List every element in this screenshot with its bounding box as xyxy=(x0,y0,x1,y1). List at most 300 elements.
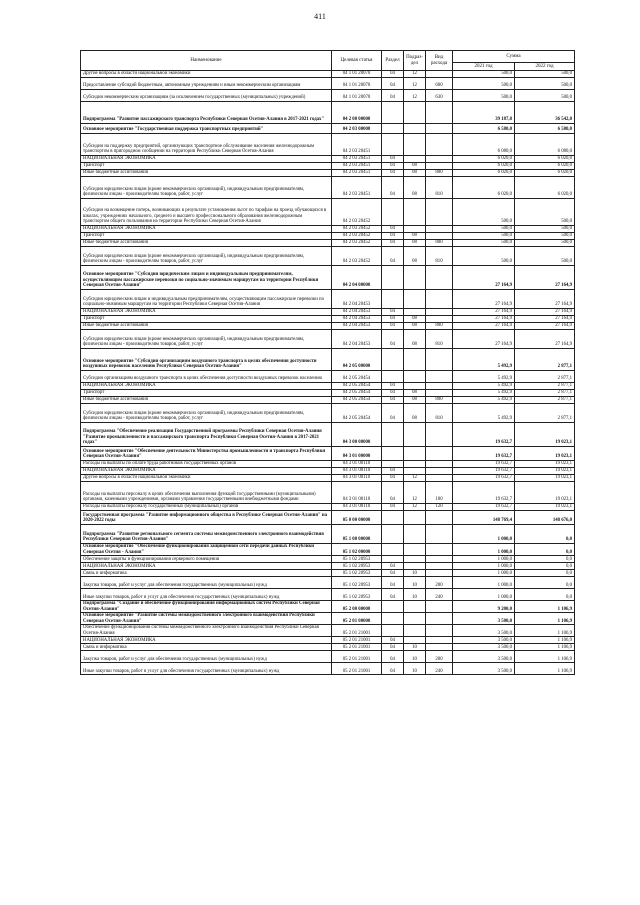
row-name: Государственная программа "Развитие информационного общества в Республике Северная Осетия-Алания" на 2020-2022 годы xyxy=(81,511,332,525)
row-value-2022: 500,0 xyxy=(515,71,575,78)
row-expense-type xyxy=(426,309,453,316)
row-expense-type xyxy=(426,613,453,625)
table-row xyxy=(81,371,575,383)
row-name: Обеспечение защиты и функционирования серверного помещения xyxy=(81,556,332,563)
row-name: Субсидии юридическим лицам (кроме некоммерческих организаций), индивидуальным предпринимателям, физическим лицам - производителям товаров, работ, услуг xyxy=(81,330,332,349)
row-value-2022: 2 877,1 xyxy=(515,390,575,397)
row-section xyxy=(382,544,404,556)
table-row xyxy=(81,468,575,475)
row-value-2021: 5 492,9 xyxy=(453,397,515,404)
row-section xyxy=(382,525,404,544)
row-subsection xyxy=(404,468,426,475)
row-value-2021: 9 200,0 xyxy=(453,601,515,613)
row-name: Расходы на выплаты по оплате труда работников государственных органов xyxy=(81,461,332,468)
row-subsection: 08 xyxy=(404,323,426,330)
table-row xyxy=(81,625,575,637)
row-value-2022: 148 676,0 xyxy=(515,511,575,525)
row-section: 04 xyxy=(382,233,404,240)
row-section: 04 xyxy=(382,71,404,78)
row-name: Закупка товаров, работ и услуг для обеспечения государственных (муниципальных) нужд xyxy=(81,651,332,663)
row-value-2021: 500,0 xyxy=(453,199,515,226)
row-code: 05 2 01 21001 xyxy=(332,663,382,675)
row-name: Субсидии юридическим лицам (кроме некоммерческих организаций), индивидуальным предпринимателям, физическим лицам - производителям товаров, работ, услуг xyxy=(81,247,332,266)
row-code: 04 2 03 20451 xyxy=(332,134,382,156)
row-value-2021: 6 020,0 xyxy=(453,163,515,170)
header-year-2021: 2021 год xyxy=(453,63,515,71)
row-name: Основное мероприятие "Обеспечение деятельности Министерства промышленности и транспорта Республики Северная Осетия-Алания" xyxy=(81,447,332,461)
row-code: 04 2 03 20452 xyxy=(332,233,382,240)
row-subsection xyxy=(404,266,426,290)
row-code: 05 1 02 20953 xyxy=(332,563,382,570)
table-row xyxy=(81,601,575,613)
row-expense-type xyxy=(426,511,453,525)
row-name: Иные бюджетные ассигнования xyxy=(81,240,332,247)
row-value-2022: 27 164,9 xyxy=(515,266,575,290)
row-name: Подпрограмма "Развитие пассажирского транспорта Республики Северная Осетия-Алания в 2017-2021 годах" xyxy=(81,102,332,124)
row-section: 04 xyxy=(382,589,404,601)
row-section xyxy=(382,290,404,309)
row-expense-type xyxy=(426,156,453,163)
row-name: Основное мероприятие "Субсидии юридическим лицам и индивидуальным предпринимателям, осуществляющим пассажирские перевозки по социально-значимым маршрутам на территории Республики Северная Осетия-Алания" xyxy=(81,266,332,290)
row-name: Связь и информатика xyxy=(81,644,332,651)
row-value-2022: 0,0 xyxy=(515,544,575,556)
row-code: 04 2 05 00000 xyxy=(332,349,382,371)
row-expense-type xyxy=(426,71,453,78)
row-expense-type xyxy=(426,316,453,323)
row-value-2022: 1 106,9 xyxy=(515,651,575,663)
row-name: Транспорт xyxy=(81,316,332,323)
row-expense-type xyxy=(426,266,453,290)
row-code: 04 2 03 20451 xyxy=(332,156,382,163)
row-expense-type xyxy=(426,570,453,577)
row-name: НАЦИОНАЛЬНАЯ ЭКОНОМИКА xyxy=(81,226,332,233)
row-section: 04 xyxy=(382,397,404,404)
header-year-2022: 2022 год xyxy=(515,63,575,71)
row-value-2021: 500,0 xyxy=(453,71,515,78)
row-name: Связь и информатика xyxy=(81,570,332,577)
table-row xyxy=(81,170,575,177)
table-row xyxy=(81,240,575,247)
row-code: 05 2 01 00000 xyxy=(332,613,382,625)
row-code: 04 2 00 00000 xyxy=(332,102,382,124)
row-section xyxy=(382,556,404,563)
row-value-2021: 1 000,0 xyxy=(453,556,515,563)
row-section: 04 xyxy=(382,570,404,577)
row-code: 04 2 05 20454 xyxy=(332,397,382,404)
row-expense-type xyxy=(426,124,453,134)
row-section xyxy=(382,601,404,613)
row-name: Субсидии на возмещение потерь, возникающих в результате установления льгот по тарифам на проезд обучающихся в школах, учреждениях начального, среднего и высшего профессионального образования железнодорожным транспортом общего пользования на территории Республики Северная Осетия-Алания xyxy=(81,199,332,226)
row-expense-type xyxy=(426,475,453,482)
table-row xyxy=(81,404,575,423)
row-name: НАЦИОНАЛЬНАЯ ЭКОНОМИКА xyxy=(81,637,332,644)
table-row xyxy=(81,309,575,316)
row-expense-type xyxy=(426,525,453,544)
row-subsection xyxy=(404,102,426,124)
row-value-2021: 1 000,0 xyxy=(453,577,515,589)
row-code: 05 0 00 00000 xyxy=(332,511,382,525)
row-subsection: 10 xyxy=(404,644,426,651)
row-expense-type xyxy=(426,468,453,475)
row-value-2022: 0,0 xyxy=(515,525,575,544)
table-row xyxy=(81,447,575,461)
row-name: Другие вопросы в области национальной экономики xyxy=(81,71,332,78)
row-value-2021: 6 580,0 xyxy=(453,124,515,134)
row-code: 05 2 01 21001 xyxy=(332,637,382,644)
row-value-2022: 6 020,0 xyxy=(515,177,575,199)
row-value-2021: 27 164,9 xyxy=(453,323,515,330)
row-value-2021: 6 080,0 xyxy=(453,134,515,156)
row-subsection xyxy=(404,199,426,226)
row-value-2021: 5 492,9 xyxy=(453,349,515,371)
row-expense-type: 240 xyxy=(426,663,453,675)
row-value-2022: 500,0 xyxy=(515,199,575,226)
row-code: 04 2 03 20452 xyxy=(332,226,382,233)
row-value-2022: 2 877,1 xyxy=(515,383,575,390)
row-value-2021: 1 000,0 xyxy=(453,525,515,544)
row-code: 05 2 01 21001 xyxy=(332,651,382,663)
table-row xyxy=(81,102,575,124)
table-row xyxy=(81,570,575,577)
table-row xyxy=(81,663,575,675)
row-expense-type: 630 xyxy=(426,90,453,102)
row-name: Транспорт xyxy=(81,233,332,240)
row-code: 04 2 04 20453 xyxy=(332,323,382,330)
row-code: 04 1 01 20070 xyxy=(332,71,382,78)
row-subsection xyxy=(404,134,426,156)
row-code: 05 1 02 20953 xyxy=(332,570,382,577)
row-value-2022: 1 106,9 xyxy=(515,601,575,613)
row-subsection: 08 xyxy=(404,316,426,323)
row-value-2021: 3 500,0 xyxy=(453,663,515,675)
row-expense-type xyxy=(426,390,453,397)
row-name: Субсидии юридическим лицам и индивидуальным предпринимателям, осуществляющим пассажирские перевозки по социально-значимым маршрутам на территории Республики Северная Осетия-Алания xyxy=(81,290,332,309)
row-value-2021: 19 632,7 xyxy=(453,482,515,504)
row-value-2022: 19 023,1 xyxy=(515,447,575,461)
row-name: Иные бюджетные ассигнования xyxy=(81,397,332,404)
row-subsection: 08 xyxy=(404,390,426,397)
row-subsection xyxy=(404,371,426,383)
row-section: 04 xyxy=(382,482,404,504)
row-section: 04 xyxy=(382,468,404,475)
row-value-2021: 27 164,9 xyxy=(453,290,515,309)
row-name: НАЦИОНАЛЬНАЯ ЭКОНОМИКА xyxy=(81,563,332,570)
table-row xyxy=(81,134,575,156)
row-code: 04 2 04 00000 xyxy=(332,266,382,290)
row-subsection: 10 xyxy=(404,570,426,577)
row-name: Основное мероприятие "Развитие системы межведомственного электронного взаимодействия Республики Северная Осетия-Алания" xyxy=(81,613,332,625)
row-expense-type xyxy=(426,349,453,371)
row-expense-type xyxy=(426,290,453,309)
row-value-2021: 6 020,0 xyxy=(453,170,515,177)
table-row xyxy=(81,247,575,266)
row-name: Субсидии организациям воздушного транспорта в целях обеспечения доступности воздушных перевозок населению xyxy=(81,371,332,383)
row-subsection: 08 xyxy=(404,404,426,423)
table-row xyxy=(81,577,575,589)
row-value-2022: 500,0 xyxy=(515,226,575,233)
table-row xyxy=(81,461,575,468)
table-row xyxy=(81,266,575,290)
row-subsection xyxy=(404,637,426,644)
row-subsection xyxy=(404,156,426,163)
row-subsection: 12 xyxy=(404,90,426,102)
row-name: Основное мероприятие "Обеспечение функционирования защищенной сети передачи данных Республики Северная Осетия - Алания" xyxy=(81,544,332,556)
row-subsection: 12 xyxy=(404,475,426,482)
row-subsection xyxy=(404,613,426,625)
row-value-2021: 500,0 xyxy=(453,90,515,102)
row-expense-type: 810 xyxy=(426,330,453,349)
row-expense-type xyxy=(426,371,453,383)
row-expense-type: 100 xyxy=(426,482,453,504)
row-subsection xyxy=(404,544,426,556)
row-name: Другие вопросы в области национальной экономики xyxy=(81,475,332,482)
row-code: 04 2 03 20451 xyxy=(332,170,382,177)
row-value-2021: 3 500,0 xyxy=(453,613,515,625)
row-code: 04 2 04 20453 xyxy=(332,330,382,349)
row-expense-type xyxy=(426,233,453,240)
row-value-2022: 27 164,9 xyxy=(515,309,575,316)
table-row xyxy=(81,544,575,556)
table-row xyxy=(81,71,575,78)
row-section: 04 xyxy=(382,177,404,199)
row-name: Подпрограмма "Создание и обеспечение функционирования информационных систем Республики Северная Осетия-Алания" xyxy=(81,601,332,613)
table-row xyxy=(81,349,575,371)
row-code: 04 2 05 20454 xyxy=(332,383,382,390)
row-expense-type: 810 xyxy=(426,404,453,423)
row-value-2021: 148 769,4 xyxy=(453,511,515,525)
row-subsection: 08 xyxy=(404,177,426,199)
row-expense-type xyxy=(426,544,453,556)
table-row xyxy=(81,199,575,226)
row-value-2021: 1 000,0 xyxy=(453,589,515,601)
row-section xyxy=(382,613,404,625)
table-row xyxy=(81,124,575,134)
row-section xyxy=(382,625,404,637)
row-value-2022: 2 877,1 xyxy=(515,371,575,383)
row-value-2022: 0,0 xyxy=(515,577,575,589)
row-code: 04 2 03 20451 xyxy=(332,163,382,170)
row-expense-type xyxy=(426,637,453,644)
row-name: Субсидии юридическим лицам (кроме некоммерческих организаций), индивидуальным предпринимателям, физическим лицам - производителям товаров, работ, услуг xyxy=(81,177,332,199)
row-section: 04 xyxy=(382,78,404,90)
row-section: 04 xyxy=(382,651,404,663)
row-code: 04 3 01 00110 xyxy=(332,475,382,482)
table-row xyxy=(81,163,575,170)
row-value-2022: 1 106,9 xyxy=(515,663,575,675)
row-code: 04 2 04 20453 xyxy=(332,309,382,316)
row-code: 05 1 02 20953 xyxy=(332,589,382,601)
row-subsection xyxy=(404,563,426,570)
row-name: Транспорт xyxy=(81,390,332,397)
row-value-2022: 1 106,9 xyxy=(515,625,575,637)
row-section xyxy=(382,124,404,134)
row-section xyxy=(382,371,404,383)
row-subsection: 08 xyxy=(404,170,426,177)
row-value-2022: 1 106,9 xyxy=(515,613,575,625)
row-subsection xyxy=(404,525,426,544)
row-value-2021: 39 187,8 xyxy=(453,102,515,124)
row-value-2021: 500,0 xyxy=(453,247,515,266)
row-section xyxy=(382,447,404,461)
row-subsection xyxy=(404,124,426,134)
row-value-2021: 19 632,7 xyxy=(453,504,515,511)
row-code: 04 2 03 00000 xyxy=(332,124,382,134)
row-subsection xyxy=(404,625,426,637)
row-subsection: 08 xyxy=(404,247,426,266)
table-row xyxy=(81,525,575,544)
row-expense-type xyxy=(426,134,453,156)
row-section: 04 xyxy=(382,247,404,266)
row-section: 04 xyxy=(382,309,404,316)
row-code: 04 2 04 20453 xyxy=(332,316,382,323)
row-value-2022: 0,0 xyxy=(515,589,575,601)
row-section: 04 xyxy=(382,156,404,163)
row-section xyxy=(382,102,404,124)
row-name: НАЦИОНАЛЬНАЯ ЭКОНОМИКА xyxy=(81,309,332,316)
row-subsection: 10 xyxy=(404,651,426,663)
row-value-2021: 500,0 xyxy=(453,240,515,247)
row-subsection: 12 xyxy=(404,78,426,90)
row-expense-type: 800 xyxy=(426,240,453,247)
row-code: 04 2 03 20451 xyxy=(332,177,382,199)
budget-table xyxy=(80,50,575,675)
row-value-2021: 1 000,0 xyxy=(453,570,515,577)
row-expense-type: 810 xyxy=(426,247,453,266)
row-subsection: 10 xyxy=(404,577,426,589)
row-subsection: 08 xyxy=(404,163,426,170)
row-value-2022: 19 023,1 xyxy=(515,423,575,447)
table-row xyxy=(81,511,575,525)
row-section: 04 xyxy=(382,163,404,170)
row-section xyxy=(382,349,404,371)
table-row xyxy=(81,589,575,601)
row-section xyxy=(382,199,404,226)
table-row xyxy=(81,475,575,482)
row-value-2021: 27 164,9 xyxy=(453,316,515,323)
row-name: Основное мероприятие "Государственная поддержка транспортных предприятий" xyxy=(81,124,332,134)
row-expense-type xyxy=(426,461,453,468)
row-value-2021: 500,0 xyxy=(453,233,515,240)
row-section xyxy=(382,266,404,290)
row-subsection xyxy=(404,556,426,563)
table-row xyxy=(81,613,575,625)
row-value-2021: 3 500,0 xyxy=(453,651,515,663)
row-value-2022: 36 542,0 xyxy=(515,102,575,124)
row-expense-type xyxy=(426,102,453,124)
row-section: 04 xyxy=(382,90,404,102)
row-section: 04 xyxy=(382,663,404,675)
row-value-2022: 2 877,1 xyxy=(515,397,575,404)
row-value-2022: 1 106,9 xyxy=(515,637,575,644)
row-name: Иные закупки товаров, работ и услуг для обеспечения государственных (муниципальных) нужд xyxy=(81,589,332,601)
row-value-2021: 27 164,9 xyxy=(453,330,515,349)
row-section xyxy=(382,461,404,468)
table-row xyxy=(81,177,575,199)
row-value-2022: 1 106,9 xyxy=(515,644,575,651)
row-expense-type: 810 xyxy=(426,177,453,199)
row-value-2022: 6 020,0 xyxy=(515,170,575,177)
row-expense-type xyxy=(426,199,453,226)
row-subsection: 12 xyxy=(404,504,426,511)
row-value-2022: 19 023,1 xyxy=(515,461,575,468)
row-expense-type xyxy=(426,563,453,570)
row-value-2022: 500,0 xyxy=(515,247,575,266)
row-subsection xyxy=(404,349,426,371)
row-code: 05 1 02 00000 xyxy=(332,544,382,556)
table-row xyxy=(81,556,575,563)
row-code: 04 2 05 20454 xyxy=(332,404,382,423)
row-section: 04 xyxy=(382,644,404,651)
row-value-2022: 6 020,0 xyxy=(515,163,575,170)
row-value-2022: 27 164,9 xyxy=(515,290,575,309)
row-value-2022: 2 877,1 xyxy=(515,349,575,371)
table-row xyxy=(81,316,575,323)
row-value-2022: 0,0 xyxy=(515,570,575,577)
table-row xyxy=(81,330,575,349)
row-expense-type xyxy=(426,226,453,233)
row-value-2021: 5 492,9 xyxy=(453,371,515,383)
row-value-2021: 19 632,7 xyxy=(453,468,515,475)
row-expense-type: 800 xyxy=(426,323,453,330)
row-value-2021: 5 492,9 xyxy=(453,383,515,390)
header-section: Раздел xyxy=(382,51,404,71)
row-value-2022: 19 023,1 xyxy=(515,504,575,511)
row-value-2022: 6 580,0 xyxy=(515,124,575,134)
row-code: 04 3 01 00000 xyxy=(332,447,382,461)
row-section: 04 xyxy=(382,404,404,423)
row-subsection xyxy=(404,511,426,525)
row-value-2022: 27 164,9 xyxy=(515,323,575,330)
row-expense-type xyxy=(426,601,453,613)
row-value-2021: 27 164,9 xyxy=(453,266,515,290)
row-code: 05 1 02 20953 xyxy=(332,577,382,589)
row-code: 04 3 01 00110 xyxy=(332,468,382,475)
row-name: НАЦИОНАЛЬНАЯ ЭКОНОМИКА xyxy=(81,383,332,390)
row-section: 04 xyxy=(382,563,404,570)
row-code: 04 2 05 20454 xyxy=(332,371,382,383)
row-value-2021: 19 632,7 xyxy=(453,447,515,461)
row-value-2021: 19 632,7 xyxy=(453,475,515,482)
row-code: 04 3 01 00110 xyxy=(332,482,382,504)
row-section: 04 xyxy=(382,323,404,330)
row-subsection xyxy=(404,423,426,447)
row-code: 04 3 00 00000 xyxy=(332,423,382,447)
row-expense-type: 120 xyxy=(426,504,453,511)
row-value-2022: 6 020,0 xyxy=(515,156,575,163)
row-expense-type: 800 xyxy=(426,170,453,177)
row-code: 05 1 02 20953 xyxy=(332,556,382,563)
row-section: 04 xyxy=(382,577,404,589)
row-section: 04 xyxy=(382,475,404,482)
row-value-2021: 5 492,9 xyxy=(453,404,515,423)
row-section: 04 xyxy=(382,330,404,349)
table-row xyxy=(81,383,575,390)
row-name: НАЦИОНАЛЬНАЯ ЭКОНОМИКА xyxy=(81,156,332,163)
row-value-2021: 6 020,0 xyxy=(453,156,515,163)
row-code: 04 1 01 20070 xyxy=(332,78,382,90)
row-expense-type xyxy=(426,447,453,461)
row-subsection xyxy=(404,290,426,309)
row-section xyxy=(382,511,404,525)
row-subsection xyxy=(404,461,426,468)
row-subsection: 08 xyxy=(404,330,426,349)
row-value-2022: 19 023,1 xyxy=(515,468,575,475)
table-row xyxy=(81,323,575,330)
row-code: 04 2 03 20452 xyxy=(332,240,382,247)
row-value-2021: 19 632,7 xyxy=(453,461,515,468)
row-subsection: 10 xyxy=(404,589,426,601)
table-row xyxy=(81,644,575,651)
